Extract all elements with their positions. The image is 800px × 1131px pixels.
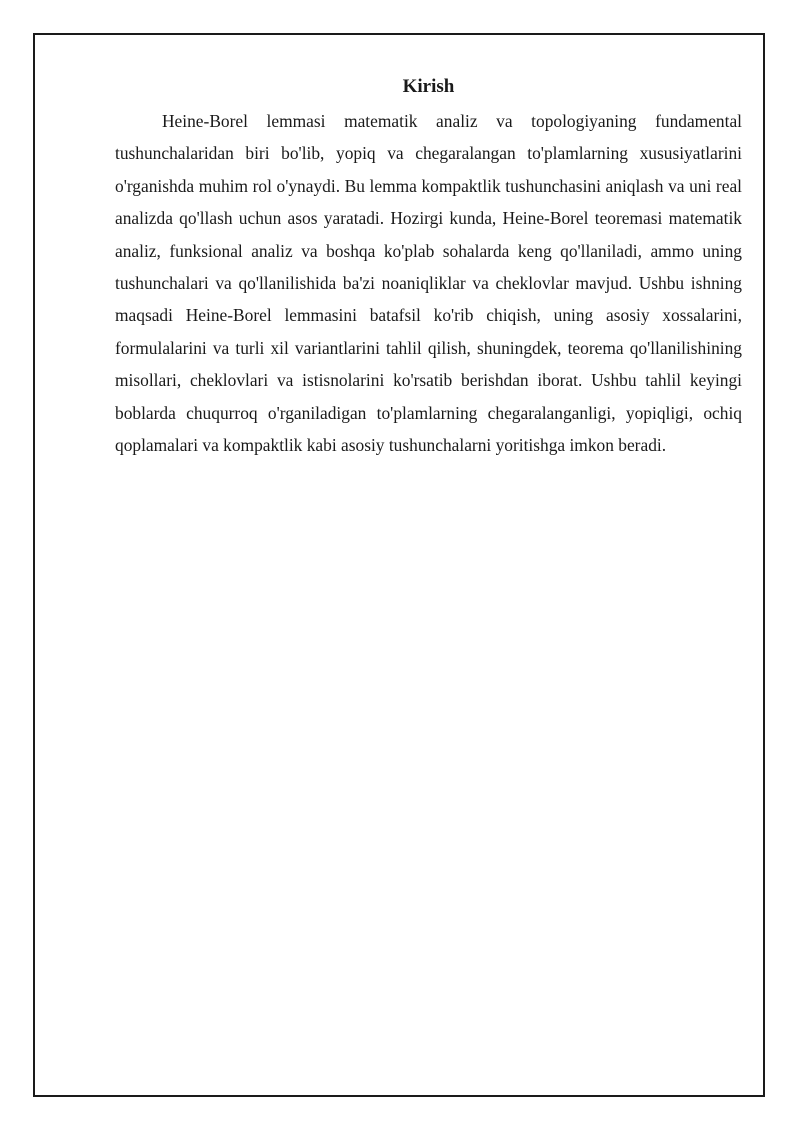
document-body [115, 74, 742, 461]
body-paragraph: Heine-Borel lemmasi matematik analiz va topologiyaning fundamental tushunchalaridan biri bo'lib, yopiq va chegaralangan to'plamlarning xususiyatlarini o'rganishda muhim rol o'ynaydi. Bu lemma kompaktlik tushunchasini aniqlash va uni real analizda qo'llash uchun asos yaratadi. Hozirgi kunda, Heine-Borel teoremasi matematik analiz, funksional analiz va boshqa ko'plab sohalarda keng qo'llaniladi, ammo uning tushunchalari va qo'llanilishida ba'zi noaniqliklar va cheklovlar mavjud. Ushbu ishning maqsadi Heine-Borel lemmasini batafsil ko'rib chiqish, uning asosiy xossalarini, formulalarini va turli xil variantlarini tahlil qilish, shuningdek, teorema qo'llanilishining misollari, cheklovlari va istisnolarini ko'rsatib berishdan iborat. Ushbu tahlil keyingi boblarda chuqurroq o'rganiladigan to'plamlarning chegaralanganligi, yopiqligi, ochiq qoplamalari va kompaktlik kabi asosiy tushunchalarni yoritishga imkon beradi. [115, 111, 742, 456]
section-title: Kirish [402, 76, 455, 97]
